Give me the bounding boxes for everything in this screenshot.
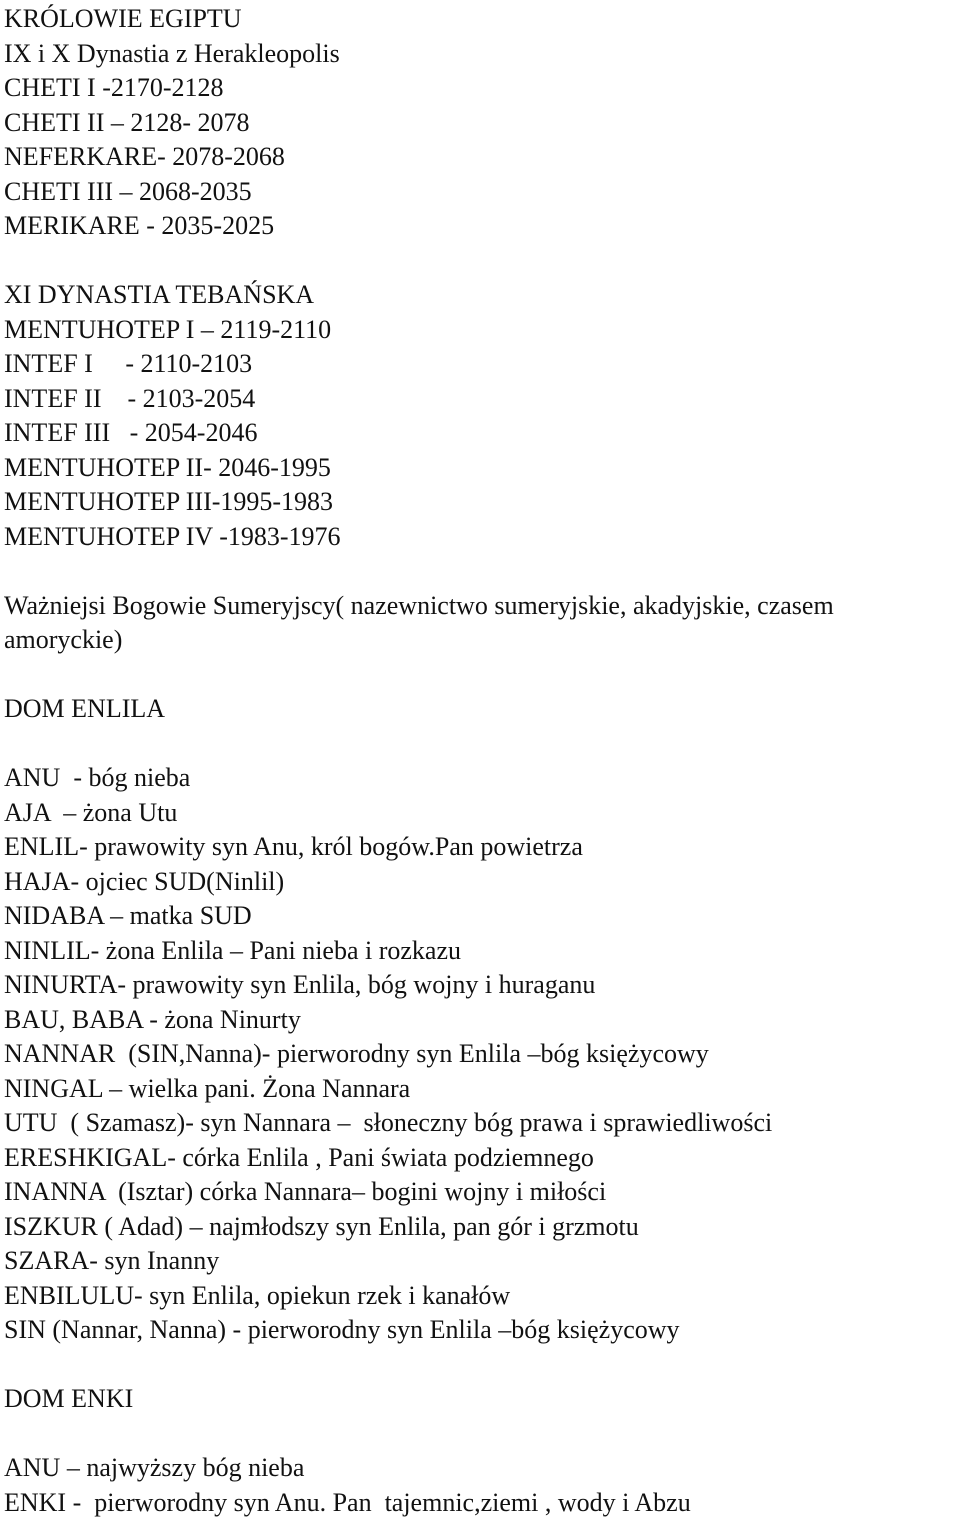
blank-line [4, 727, 960, 762]
text-line: DOM ENLILA [4, 694, 166, 723]
text-line: ISZKUR ( Adad) – najmłodszy syn Enlila, pan gór i grzmotu [4, 1211, 639, 1241]
blank-line [4, 1417, 960, 1452]
text-line: ANU – najwyższy bóg nieba [4, 1453, 305, 1482]
text-line: NIDABA – matka SUD [4, 901, 252, 930]
text-line: MENTUHOTEP IV -1983-1976 [4, 521, 341, 551]
text-line: amoryckie) [4, 625, 123, 654]
text-line: NINLIL- żona Enlila – Pani nieba i rozkazu [4, 935, 461, 965]
text-line: Ważniejsi Bogowie Sumeryjscy( nazewnictwo sumeryjskie, akadyjskie, czasem [4, 590, 834, 620]
text-line: SIN (Nannar, Nanna) - pierworodny syn Enlila –bóg księżycowy [4, 1315, 680, 1344]
text-line: MENTUHOTEP II- 2046-1995 [4, 452, 331, 482]
text-line: DOM ENKI [4, 1384, 134, 1413]
text-line: CHETI I -2170-2128 [4, 73, 224, 102]
text-line: MERIKARE - 2035-2025 [4, 211, 275, 240]
text-line: NINURTA- prawowity syn Enlila, bóg wojny i huraganu [4, 970, 596, 999]
text-line: CHETI II – 2128- 2078 [4, 107, 250, 137]
text-line: INANNA (Isztar) córka Nannara– bogini wojny i miłości [4, 1177, 607, 1206]
text-line: MENTUHOTEP III-1995-1983 [4, 487, 334, 516]
text-line: ENLIL- prawowity syn Anu, król bogów.Pan powietrza [4, 832, 583, 861]
text-line: CHETI III – 2068-2035 [4, 176, 252, 206]
text-line: SZARA- syn Inanny [4, 1246, 220, 1275]
blank-line [4, 1348, 960, 1383]
text-line: IX i X Dynastia z Herakleopolis [4, 38, 340, 68]
text-line: HAJA- ojciec SUD(Ninlil) [4, 866, 285, 896]
text-line: KRÓLOWIE EGIPTU [4, 4, 242, 33]
text-line: INTEF I - 2110-2103 [4, 349, 253, 378]
blank-line [4, 658, 960, 693]
text-line: XI DYNASTIA TEBAŃSKA [4, 280, 315, 309]
text-line: MENTUHOTEP I – 2119-2110 [4, 314, 332, 344]
text-line: AJA – żona Utu [4, 797, 178, 827]
text-line: ENKI - pierworodny syn Anu. Pan tajemnic,ziemi , wody i Abzu [4, 1487, 691, 1517]
text-line: INTEF II - 2103-2054 [4, 383, 256, 413]
text-line: NINGAL – wielka pani. Żona Nannara [4, 1073, 411, 1103]
blank-line [4, 244, 960, 279]
blank-line [4, 554, 960, 589]
text-line: ERESHKIGAL- córka Enlila , Pani świata podziemnego [4, 1142, 594, 1172]
text-line: ANU - bóg nieba [4, 763, 191, 792]
text-line: UTU ( Szamasz)- syn Nannara – słoneczny bóg prawa i sprawiedliwości [4, 1108, 773, 1137]
text-line: ENBILULU- syn Enlila, opiekun rzek i kanałów [4, 1280, 511, 1310]
text-line: NANNAR (SIN,Nanna)- pierworodny syn Enlila –bóg księżycowy [4, 1039, 709, 1068]
text-line: BAU, BABA - żona Ninurty [4, 1004, 301, 1034]
text-line: INTEF III - 2054-2046 [4, 418, 258, 447]
text-line: NEFERKARE- 2078-2068 [4, 142, 285, 171]
